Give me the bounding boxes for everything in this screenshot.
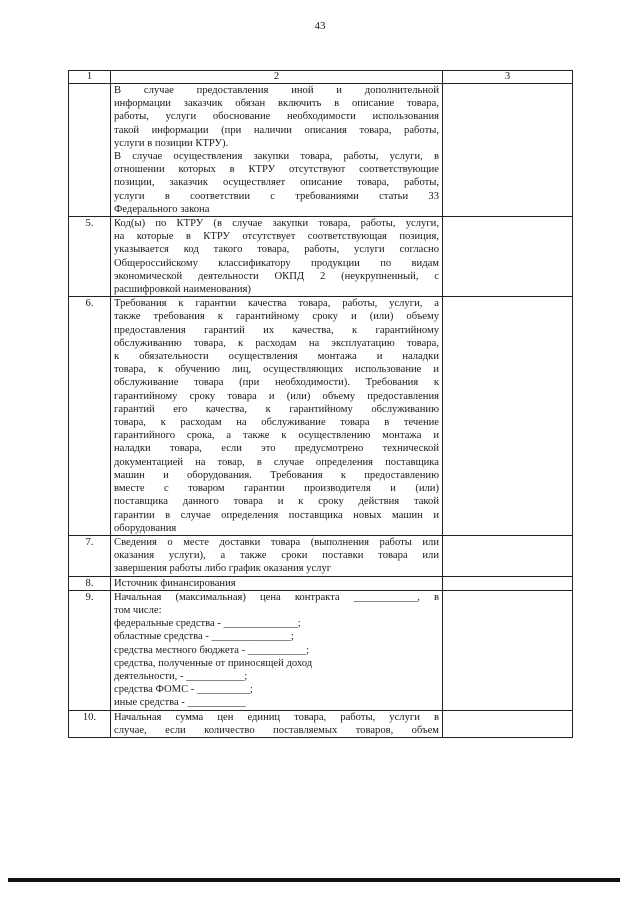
row-number — [69, 84, 111, 217]
text-line: предоставления гарантий их качества, к гарантийному — [114, 324, 439, 336]
column-header-2: 2 — [111, 71, 443, 84]
row-notes-cell — [443, 535, 573, 576]
table-header-row — [69, 71, 573, 84]
text-line: областные средства - _______________; — [114, 631, 294, 643]
text-line: работы, услуги обоснование необходимости использования — [114, 111, 439, 123]
row-description — [111, 576, 443, 590]
text-line: такой информации (при наличии описания товара, работы, — [114, 124, 439, 136]
row-description — [111, 590, 443, 710]
row-description — [111, 535, 443, 576]
text-line: информации заказчик обязан включить в описание товара, — [114, 98, 439, 110]
text-line: поставщика данного товара и к сроку действия такой — [114, 496, 439, 508]
text-line: иные средства - ___________ — [114, 697, 246, 709]
text-line: Общероссийскому классификатору продукции по видам — [114, 257, 439, 269]
text-line: Код(ы) по КТРУ (в случае закупки товара, работы, услуги, — [114, 218, 439, 230]
text-line: обслуживанию товара, к расходам на эксплуатацию товара, — [114, 337, 439, 349]
row-description — [111, 710, 443, 737]
text-line: Начальная сумма цен единиц товара, работы, услуги в — [114, 711, 439, 723]
text-line: В случае осуществления закупки товара, работы, услуги, в — [114, 151, 439, 163]
text-line: наладки товара, если это предусмотрено технической — [114, 443, 439, 455]
text-line: обслуживание товара (при необходимости). Требования к — [114, 377, 439, 389]
table-row — [69, 535, 573, 576]
text-line: услуги в соответствии с требованиями статьи 33 — [114, 190, 439, 202]
row-description — [111, 217, 443, 297]
text-line: услуги в позиции КТРУ). — [114, 137, 229, 149]
table-row — [69, 297, 573, 536]
row-description — [111, 297, 443, 536]
column-header-3: 3 — [443, 71, 573, 84]
table-body — [69, 84, 573, 738]
text-line: гарантийному сроку товара и (или) объему предоставления — [114, 390, 439, 402]
text-line: гарантийного срока, а также к осуществлению монтажа и — [114, 430, 439, 442]
table-row — [69, 576, 573, 590]
text-line: деятельности, - ___________; — [114, 670, 248, 682]
text-line: вместе с товаром гарантии производителя и (или) — [114, 483, 439, 495]
text-line: машин и оборудования. Требования к предоставлению — [114, 469, 439, 481]
text-line: отношении которых в КТРУ отсутствуют соответствующие — [114, 164, 439, 176]
text-line: средства, полученные от приносящей доход — [114, 657, 313, 669]
row-number: 8. — [69, 576, 111, 590]
text-line: экономической деятельности ОКПД 2 (неукрупненный, с — [114, 270, 439, 282]
text-line: Сведения о месте доставки товара (выполнения работы или — [114, 536, 439, 548]
table-row — [69, 590, 573, 710]
row-notes-cell — [443, 590, 573, 710]
text-line: Начальная (максимальная) цена контракта ____________, в — [114, 591, 439, 603]
text-line: на которые в КТРУ отсутствует соответствующая позиция, — [114, 231, 439, 243]
row-number: 10. — [69, 710, 111, 737]
bottom-rule — [8, 878, 620, 882]
column-header-1: 1 — [69, 71, 111, 84]
text-line: федеральные средства - ______________; — [114, 618, 301, 630]
row-number: 5. — [69, 217, 111, 297]
text-line: Требования к гарантии качества товара, работы, услуги, а — [114, 298, 439, 310]
text-line: оказания услуги), а также сроки поставки товара или — [114, 550, 439, 562]
text-line: расшифровкой наименования) — [114, 284, 251, 296]
text-line: к обязательности осуществления монтажа и наладки — [114, 351, 439, 363]
text-line: товара, к обучению лиц, осуществляющих использование и — [114, 364, 439, 376]
table-row — [69, 710, 573, 737]
text-line: гарантий его качества, к гарантийному обслуживанию — [114, 403, 439, 415]
text-line: указывается код такого товара, работы, услуги согласно — [114, 244, 439, 256]
text-line: также требования к гарантийному сроку и (или) объему — [114, 311, 439, 323]
text-line: завершения работы либо график оказания услуг — [114, 563, 332, 575]
text-line: В случае предоставления иной и дополнительной — [114, 85, 439, 96]
page-number: 43 — [314, 20, 326, 32]
text-line: Источник финансирования — [114, 577, 236, 589]
row-number: 7. — [69, 535, 111, 576]
row-notes-cell — [443, 576, 573, 590]
requirements-table — [68, 70, 573, 738]
row-number: 9. — [69, 590, 111, 710]
row-notes-cell — [443, 84, 573, 217]
text-line: средства местного бюджета - ___________; — [114, 644, 310, 656]
text-line: оборудования — [114, 522, 177, 534]
row-notes-cell — [443, 217, 573, 297]
row-notes-cell — [443, 710, 573, 737]
text-line: товара, к расходам на обслуживание товара в течение — [114, 417, 439, 429]
text-line: документацией на товар, в случае определения поставщика — [114, 456, 439, 468]
text-line: том числе: — [114, 604, 162, 616]
text-line: Федерального закона — [114, 203, 210, 215]
text-line: средства ФОМС - __________; — [114, 684, 253, 696]
text-line: позиции, заказчик осуществляет описание товара, работы, — [114, 177, 439, 189]
table-row — [69, 217, 573, 297]
row-number: 6. — [69, 297, 111, 536]
text-line: гарантии в случае определения поставщика новых машин и — [114, 509, 439, 521]
row-notes-cell — [443, 297, 573, 536]
table-row — [69, 84, 573, 217]
text-line: случае, если количество поставляемых товаров, объем — [114, 724, 439, 736]
row-description — [111, 84, 443, 217]
